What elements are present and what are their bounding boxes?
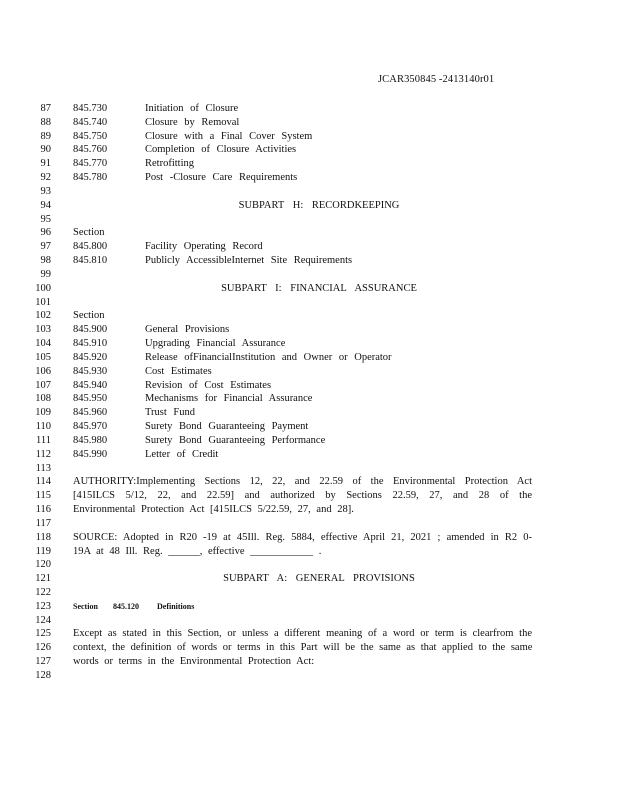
section-title: Post -Closure Care Requirements	[145, 172, 298, 184]
document-line	[0, 558, 618, 572]
line-number: 111	[36, 434, 51, 446]
line-number: 106	[35, 365, 51, 377]
section-number: 845.940	[73, 379, 108, 391]
line-number: 118	[35, 531, 51, 543]
document-header: JCAR350845 -2413140r01	[378, 74, 495, 85]
document-line	[0, 116, 618, 130]
document-line	[0, 641, 618, 655]
section-number: 845.740	[73, 116, 108, 128]
line-number: 114	[35, 476, 51, 488]
line-number: 109	[35, 407, 51, 419]
document-body	[0, 102, 618, 683]
line-number: 115	[35, 490, 51, 502]
section-number: Section	[73, 310, 105, 322]
document-line	[0, 282, 618, 296]
section-title: Initiation of Closure	[145, 103, 239, 114]
document-line	[0, 434, 618, 448]
document-line	[0, 185, 618, 199]
section-title: Trust Fund	[145, 407, 196, 419]
document-line	[0, 351, 618, 365]
line-number: 87	[40, 103, 51, 114]
document-line	[0, 489, 618, 503]
section-number: 845.930	[73, 365, 108, 377]
document-line	[0, 448, 618, 462]
document-line	[0, 586, 618, 600]
subpart-heading: SUBPART H: RECORDKEEPING	[238, 199, 400, 211]
section-title: Publicly AccessibleInternet Site Requirements	[145, 255, 353, 267]
document-line	[0, 309, 618, 323]
line-number: 127	[35, 656, 51, 668]
section-title: Facility Operating Record	[145, 241, 263, 253]
section-number: 845.960	[73, 407, 108, 419]
line-number: 98	[40, 255, 51, 267]
document-line	[0, 600, 618, 614]
section-number: 845.730	[73, 103, 108, 114]
line-number: 124	[35, 614, 51, 626]
section-title: Revision of Cost Estimates	[145, 379, 272, 391]
document-line	[0, 268, 618, 282]
section-title: Closure with a Final Cover System	[145, 130, 313, 142]
document-line	[0, 337, 618, 351]
section-number: Section	[73, 227, 105, 239]
line-number: 102	[35, 310, 51, 322]
document-line	[0, 392, 618, 406]
section-title: Closure by Removal	[145, 116, 240, 128]
document-line	[0, 240, 618, 254]
line-number: 100	[35, 282, 51, 294]
section-title: Surety Bond Guaranteeing Performance	[145, 434, 326, 446]
paragraph-text: words or terms in the Environmental Protection Act:	[73, 656, 315, 668]
line-number: 116	[35, 504, 51, 516]
document-line	[0, 226, 618, 240]
section-title: Retrofitting	[145, 158, 194, 170]
line-number: 94	[40, 199, 51, 211]
document-line	[0, 254, 618, 268]
section-number: 845.920	[73, 351, 108, 363]
section-title: Mechanisms for Financial Assurance	[145, 393, 313, 405]
subpart-heading: SUBPART I: FINANCIAL ASSURANCE	[221, 282, 417, 294]
section-number: 845.970	[73, 421, 108, 433]
section-number: 845.950	[73, 393, 108, 405]
line-number: 97	[40, 241, 51, 253]
section-heading-part: Definitions	[157, 601, 195, 611]
document-line	[0, 531, 618, 545]
document-line	[0, 143, 618, 157]
line-number: 88	[40, 116, 51, 128]
paragraph-text: 19A at 48 Ill. Reg. ______, effective ____________ .	[73, 545, 322, 557]
section-number: 845.770	[73, 158, 108, 170]
line-number: 123	[35, 600, 51, 612]
document-line	[0, 296, 618, 310]
section-title: Upgrading Financial Assurance	[145, 338, 286, 350]
section-heading	[73, 600, 217, 614]
section-heading-part: 845.120	[113, 601, 139, 611]
section-number: 845.980	[73, 434, 108, 446]
line-number: 89	[40, 130, 51, 142]
section-number: 845.760	[73, 144, 108, 156]
line-number: 91	[40, 158, 51, 170]
document-line	[0, 517, 618, 531]
line-number: 93	[40, 185, 51, 197]
line-number: 104	[35, 338, 51, 350]
document-line	[0, 171, 618, 185]
paragraph-text: AUTHORITY:Implementing Sections 12, 22, and 22.59 of the Environmental Protection Act	[73, 476, 532, 488]
paragraph-text: context, the definition of words or terms in this Part will be the same as that applied to the same	[73, 642, 533, 654]
line-number: 120	[35, 559, 51, 571]
line-number: 99	[40, 268, 51, 280]
paragraph-text: Environmental Protection Act [415ILCS 5/22.59, 27, and 28].	[73, 504, 354, 516]
section-title: Completion of Closure Activities	[145, 144, 297, 156]
document-line	[0, 157, 618, 171]
line-number: 90	[40, 144, 51, 156]
paragraph-text: Except as stated in this Section, or unless a different meaning of a word or term is clearfrom the	[73, 628, 532, 640]
section-number: 845.750	[73, 130, 108, 142]
document-line	[0, 503, 618, 517]
document-line	[0, 406, 618, 420]
document-line	[0, 627, 618, 641]
document-line	[0, 614, 618, 628]
section-title: Cost Estimates	[145, 365, 212, 377]
line-number: 117	[35, 517, 51, 529]
line-number: 113	[35, 462, 51, 474]
line-number: 119	[35, 545, 51, 557]
line-number: 108	[35, 393, 51, 405]
document-line	[0, 199, 618, 213]
section-number: 845.780	[73, 172, 108, 184]
line-number: 105	[35, 351, 51, 363]
line-number: 107	[35, 379, 51, 391]
line-number: 112	[35, 448, 51, 460]
document-line	[0, 669, 618, 683]
line-number: 92	[40, 172, 51, 184]
section-title: General Provisions	[145, 324, 230, 336]
section-number: 845.990	[73, 448, 108, 460]
line-number: 125	[35, 628, 51, 640]
document-line	[0, 475, 618, 489]
document-line	[0, 462, 618, 476]
line-number: 95	[40, 213, 51, 225]
subpart-heading: SUBPART A: GENERAL PROVISIONS	[223, 573, 415, 585]
line-number: 96	[40, 227, 51, 239]
line-number: 101	[35, 296, 51, 308]
section-number: 845.910	[73, 338, 108, 350]
line-number: 126	[35, 642, 51, 654]
document-line	[0, 102, 618, 116]
section-title: Surety Bond Guaranteeing Payment	[145, 421, 309, 433]
document-line	[0, 130, 618, 144]
section-number: 845.800	[73, 241, 108, 253]
paragraph-text: [415ILCS 5/12, 22, and 22.59] and authorized by Sections 22.59, 27, and 28 of the	[73, 490, 532, 502]
document-line	[0, 655, 618, 669]
document-line	[0, 213, 618, 227]
section-number: 845.900	[73, 324, 108, 336]
section-title: Letter of Credit	[145, 448, 219, 460]
line-number: 128	[35, 669, 51, 681]
section-number: 845.810	[73, 255, 108, 267]
section-title: Release ofFinancialInstitution and Owner or Operator	[145, 351, 392, 363]
document-line	[0, 323, 618, 337]
document-line	[0, 379, 618, 393]
line-number: 121	[35, 573, 51, 585]
document-line	[0, 365, 618, 379]
document-line	[0, 545, 618, 559]
document-line	[0, 572, 618, 586]
line-number: 103	[35, 324, 51, 336]
paragraph-text: SOURCE: Adopted in R20 -19 at 45Ill. Reg. 5884, effective April 21, 2021 ; amended in R2 0-	[73, 531, 532, 543]
section-heading-part: Section	[73, 601, 98, 611]
line-number: 110	[35, 421, 51, 433]
document-line	[0, 420, 618, 434]
line-number: 122	[35, 586, 51, 598]
